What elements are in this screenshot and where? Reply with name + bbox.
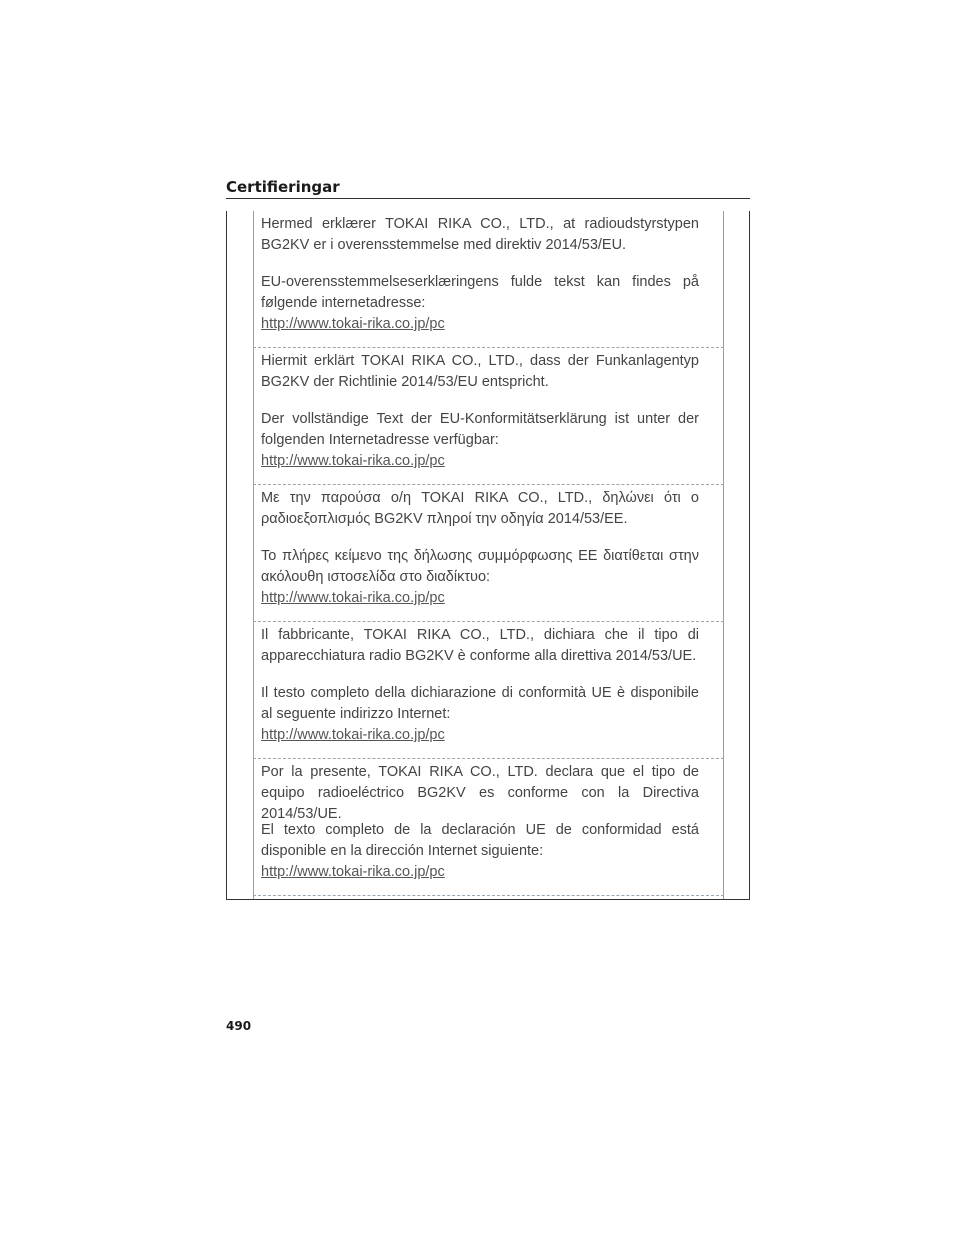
declaration-url-link[interactable]: http://www.tokai-rika.co.jp/pc — [261, 727, 445, 743]
declaration-statement: Hermed erklærer TOKAI RIKA CO., LTD., at radioudstyrstypen BG2KV er i overensstemmelse med direktiv 2014/53/EU. — [261, 216, 699, 253]
declaration-url-link[interactable]: http://www.tokai-rika.co.jp/pc — [261, 453, 445, 469]
full-text-notice: EU-overensstemmelseserklæringens fulde tekst kan findes på følgende internetadresse: — [261, 274, 699, 311]
full-text-notice: Il testo completo della dichiarazione di conformità UE è disponibile al seguente indirizzo Internet: — [261, 685, 699, 722]
declaration-block-greek — [253, 485, 724, 622]
declaration-statement: Με την παρούσα ο/η TOKAI RIKA CO., LTD., δηλώνει ότι ο ραδιοεξοπλισμός BG2KV πληροί την οδηγία 2014/53/ΕΕ. — [261, 490, 699, 527]
declaration-statement: Por la presente, TOKAI RIKA CO., LTD. declara que el tipo de equipo radioeléctrico BG2KV es conforme con la Directiva 2014/53/UE. — [261, 764, 699, 822]
declaration-statement: Hiermit erklärt TOKAI RIKA CO., LTD., dass der Funkanlagentyp BG2KV der Richtlinie 2014/53/EU entspricht. — [261, 353, 699, 390]
declaration-url-link[interactable]: http://www.tokai-rika.co.jp/pc — [261, 590, 445, 606]
full-text-notice: Der vollständige Text der EU-Konformitätserklärung ist unter der folgenden Internetadresse verfügbar: — [261, 411, 699, 448]
declaration-block-danish — [253, 211, 724, 348]
declaration-statement: Il fabbricante, TOKAI RIKA CO., LTD., dichiara che il tipo di apparecchiatura radio BG2KV è conforme alla direttiva 2014/53/UE. — [261, 627, 699, 664]
page-number: 490 — [226, 1019, 252, 1033]
full-text-notice: El texto completo de la declaración UE de conformidad está disponible en la dirección Internet siguiente: — [261, 822, 699, 859]
full-text-notice: Το πλήρες κείμενο της δήλωσης συμμόρφωσης ΕΕ διατίθεται στην ακόλουθη ιστοσελίδα στο διαδίκτυο: — [261, 548, 699, 585]
section-title: Certifieringar — [226, 178, 340, 196]
declaration-url-link[interactable]: http://www.tokai-rika.co.jp/pc — [261, 316, 445, 332]
declaration-block-spanish — [253, 759, 724, 896]
declaration-url-link[interactable]: http://www.tokai-rika.co.jp/pc — [261, 864, 445, 880]
declaration-block-german — [253, 348, 724, 485]
title-rule — [226, 198, 750, 199]
declaration-block-italian — [253, 622, 724, 759]
